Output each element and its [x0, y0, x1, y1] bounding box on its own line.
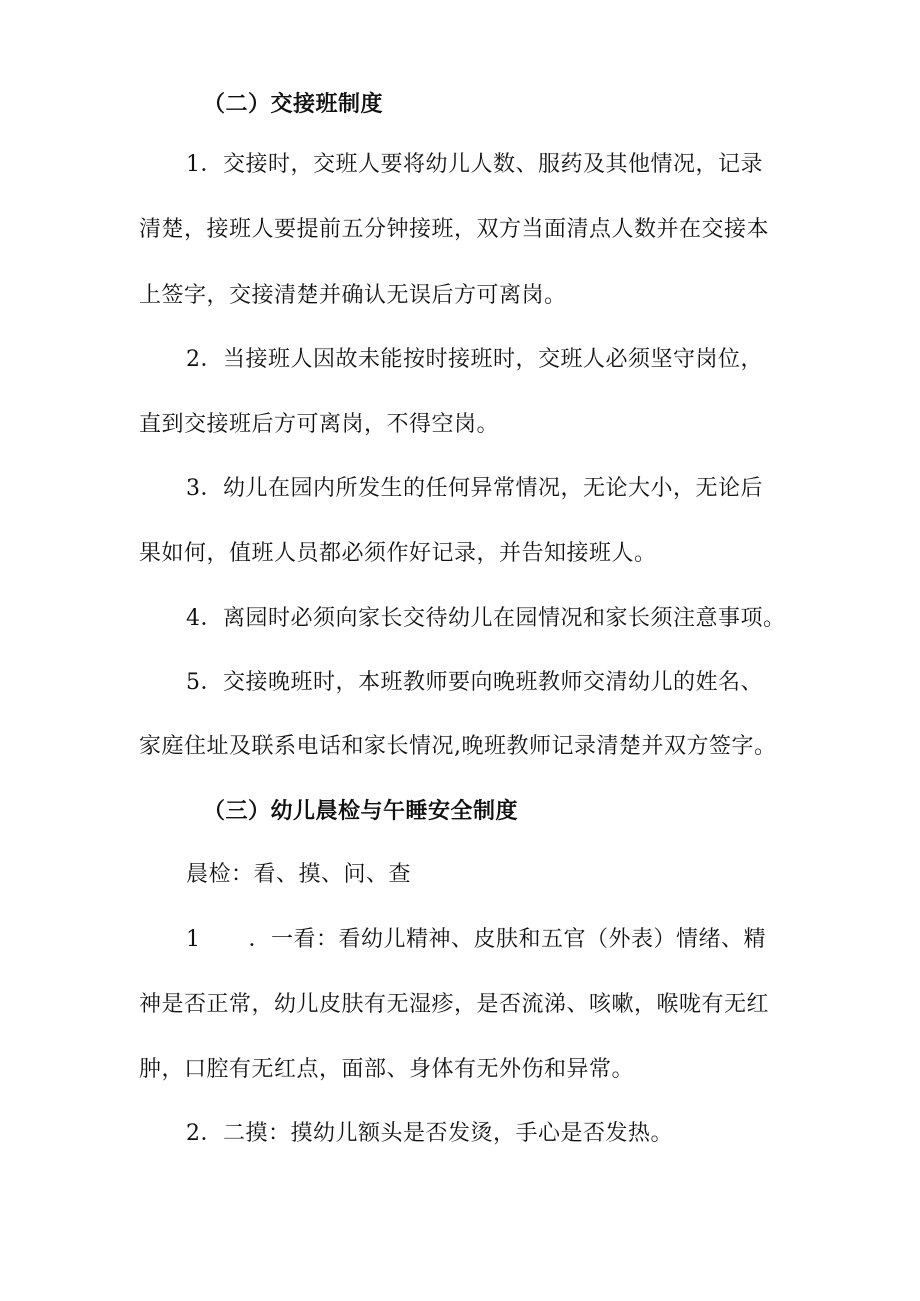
paragraph-line: 直到交接班后方可离岗，不得空岗。	[139, 412, 500, 437]
paragraph-line: 晨检：看、摸、问、查	[186, 862, 412, 887]
paragraph-line: 肿，口腔有无红点，面部、身体有无外伤和异常。	[139, 1057, 635, 1082]
paragraph-line: 神是否正常，幼儿皮肤有无湿疹，是否流涕、咳嗽，喉咙有无红	[139, 992, 770, 1017]
paragraph-line: 3．幼儿在园内所发生的任何异常情况，无论大小，无论后	[186, 476, 763, 501]
paragraph-line: 4．离园时必须向家长交待幼儿在园情况和家长须注意事项。	[186, 606, 786, 631]
section-heading-morning-check: （三）幼儿晨检与午睡安全制度	[203, 799, 519, 824]
paragraph-line: 2．当接班人因故未能按时接班时，交班人必须坚守岗位，	[186, 347, 763, 372]
paragraph-line: 果如何，值班人员都必须作好记录，并告知接班人。	[139, 541, 657, 566]
paragraph-line: 5．交接晚班时，本班教师要向晚班教师交清幼儿的姓名、	[186, 670, 763, 695]
item-text: ．一看：看幼儿精神、皮肤和五官（外表）情绪、精	[248, 927, 767, 952]
paragraph-line: 清楚，接班人要提前五分钟接班，双方当面清点人数并在交接本	[139, 217, 770, 242]
paragraph-line: 1．交接时，交班人要将幼儿人数、服药及其他情况，记录	[186, 152, 763, 177]
paragraph-line: 家庭住址及联系电话和家长情况,晚班教师记录清楚并双方签字。	[139, 734, 777, 759]
item-number: 1	[186, 927, 201, 952]
paragraph-line	[186, 925, 766, 955]
paragraph-line: 上签字，交接清楚并确认无误后方可离岗。	[139, 283, 567, 308]
section-heading-handover: （二）交接班制度	[203, 92, 384, 117]
paragraph-line: 2．二摸：摸幼儿额头是否发烫，手心是否发热。	[186, 1121, 673, 1146]
